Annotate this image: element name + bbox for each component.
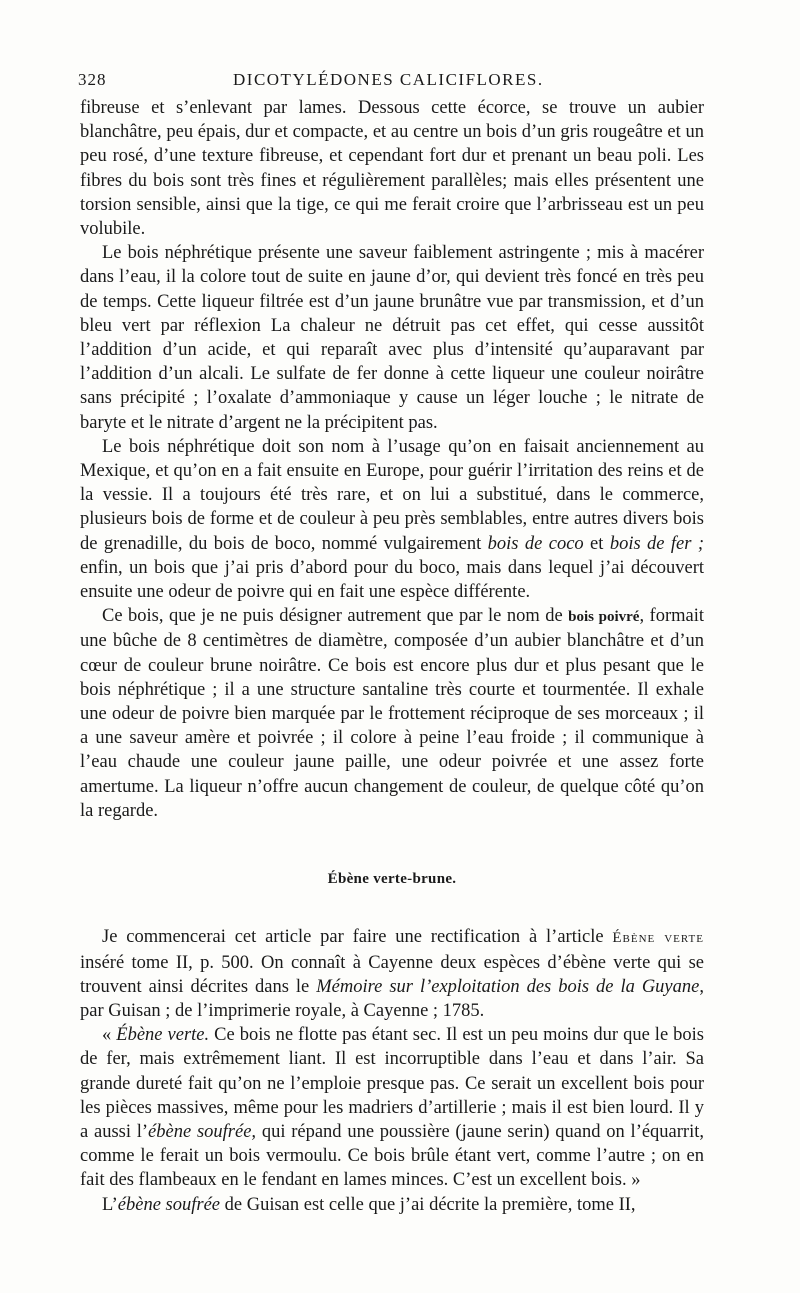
body-text [80, 96, 704, 1217]
paragraph-ebene-soufree [80, 1193, 704, 1217]
paragraph-guisan-quote [80, 1023, 704, 1192]
italic-term-bois-de-fer: bois de fer ; [609, 533, 704, 554]
page-number: 328 [78, 70, 107, 89]
paragraph-bark-description [80, 96, 704, 241]
italic-title-memoire: Mémoire sur l’exploitation des bois de la Guyane [316, 976, 700, 997]
paragraph-text: inséré tome II, p. 500. On connaît à Cayenne deux espèces d’ébène verte qui se trouvent ainsi décrites dans le [80, 952, 704, 997]
paragraph-text: enfin, un bois que j’ai pris d’abord pour du boco, mais dans lequel j’ai découvert ensuite une odeur de poivre qui en fait une espèce différente. [80, 557, 704, 603]
paragraph-text: « [102, 1025, 117, 1046]
paragraph-ebene-intro [80, 925, 704, 1023]
paragraph-text: de Guisan est celle que j’ai décrite la première, tome II, [220, 1194, 636, 1215]
bold-term-bois-poivre: bois poivré [568, 609, 640, 626]
section-spacer [80, 891, 704, 925]
paragraph-text: et [583, 533, 610, 554]
small-caps-term-ebene-verte: Ébène verte [612, 930, 704, 947]
paragraph-text: , formait une bûche de 8 centimètres de diamètre, composée d’un aubier blanchâtre et d’un cœur de couleur brune noirâtre. Ce bois est encore plus dur et plus pesant que le bois néphrétique ; il a une structure santaline très courte et tourmentée. Il exhale une odeur de poivre bien marquée par le frottement réciproque de ses morceaux ; il a une saveur amère et poivrée ; il colore à peine l’eau froide ; il communique à l’eau chaude une couleur jaune paille, une odeur poivrée et une assez forte amertume. La liqueur n’offre aucun changement de couleur, de quelque côté qu’on la regarde. [80, 606, 705, 821]
page-header [78, 70, 703, 96]
paragraph-nephritic-wood-name [80, 435, 704, 604]
section-spacer [80, 823, 704, 867]
paragraph-nephritic-wood-properties [80, 241, 704, 435]
paragraph-text: , par Guisan ; de l’imprimerie royale, à Cayenne ; 1785. [80, 976, 704, 1021]
paragraph-pepper-wood [80, 604, 704, 823]
paragraph-text: Le bois néphrétique doit son nom à l’usage qu’on en faisait anciennement au Mexique, et qu’on en a fait ensuite en Europe, pour guérir l’irritation des reins et de la vessie. Il a toujours été très rare, et on lui a substitué, dans le commerce, plusieurs bois de forme et de couleur à peu près semblables, entre autres divers bois de grenadille, du bois de boco, nommé vulgairement [80, 436, 704, 554]
paragraph-text: Ce bois ne flotte pas étant sec. Il est un peu moins dur que le bois de fer, mais extrêmement liant. Il est incorruptible dans l’eau et dans l’air. Sa grande dureté fait qu’on ne l’emploie presque pas. Ce serait un excellent bois pour les pièces massives, même pour les madriers d’artillerie ; mais il est bien lourd. Il y a aussi l’ [80, 1025, 705, 1142]
section-heading: Ébène verte-brune. [327, 871, 457, 888]
running-title: DICOTYLÉDONES CALICIFLORES. [233, 70, 544, 89]
italic-term-ebene-verte: Ébène verte. [116, 1025, 210, 1046]
paragraph-text: qui répand une poussière (jaune serin) quand on l’équarrit, comme le ferait un bois vermoulu. Ce bois brûle étant vert, comme l’autre ; on en fait des flambeaux en le fendant en lames minces. C’est un excellent bois. » [80, 1121, 704, 1191]
paragraph-text: Le bois néphrétique présente une saveur faiblement astringente ; mis à macérer dans l’eau, il la colore tout de suite en jaune d’or, qui devient très foncé en très peu de temps. Cette liqueur filtrée est d’un jaune brunâtre vue par transmission, et d’un bleu vert par réflexion La chaleur ne détruit pas cet effet, qui cesse aussitôt l’addition d’un acide, et qui reparaît avec plus d’intensité qu’auparavant par l’addition d’un alcali. Le sulfate de fer donne à cette liqueur une couleur noirâtre sans précipité ; l’oxalate d’ammoniaque y cause un léger louche ; le nitrate de baryte et le nitrate d’argent ne la précipitent pas. [80, 243, 704, 433]
paragraph-text: L’ [102, 1194, 118, 1215]
paragraph-text: Ce bois, que je ne puis désigner autrement que par le nom de [102, 606, 569, 627]
italic-term-bois-de-coco: bois de coco [487, 533, 584, 554]
paragraph-text: fibreuse et s’enlevant par lames. Dessous cette écorce, se trouve un aubier blanchâtre, peu épais, dur et compacte, et au centre un bois d’un gris rougeâtre et un peu rosé, d’une texture fibreuse, et cependant fort dur et prenant un beau poli. Les fibres du bois sont très fines et régulièrement parallèles; mais elles présentent une torsion sensible, ainsi que la tige, ce qui me ferait croire que l’arbrisseau est un peu volubile. [80, 98, 704, 240]
paragraph-text: Je commencerai cet article par faire une rectification à l’article [102, 927, 613, 948]
italic-term-ebene-soufree: ébène soufrée [117, 1194, 220, 1215]
italic-term-ebene-soufree: ébène soufrée, [148, 1121, 257, 1142]
